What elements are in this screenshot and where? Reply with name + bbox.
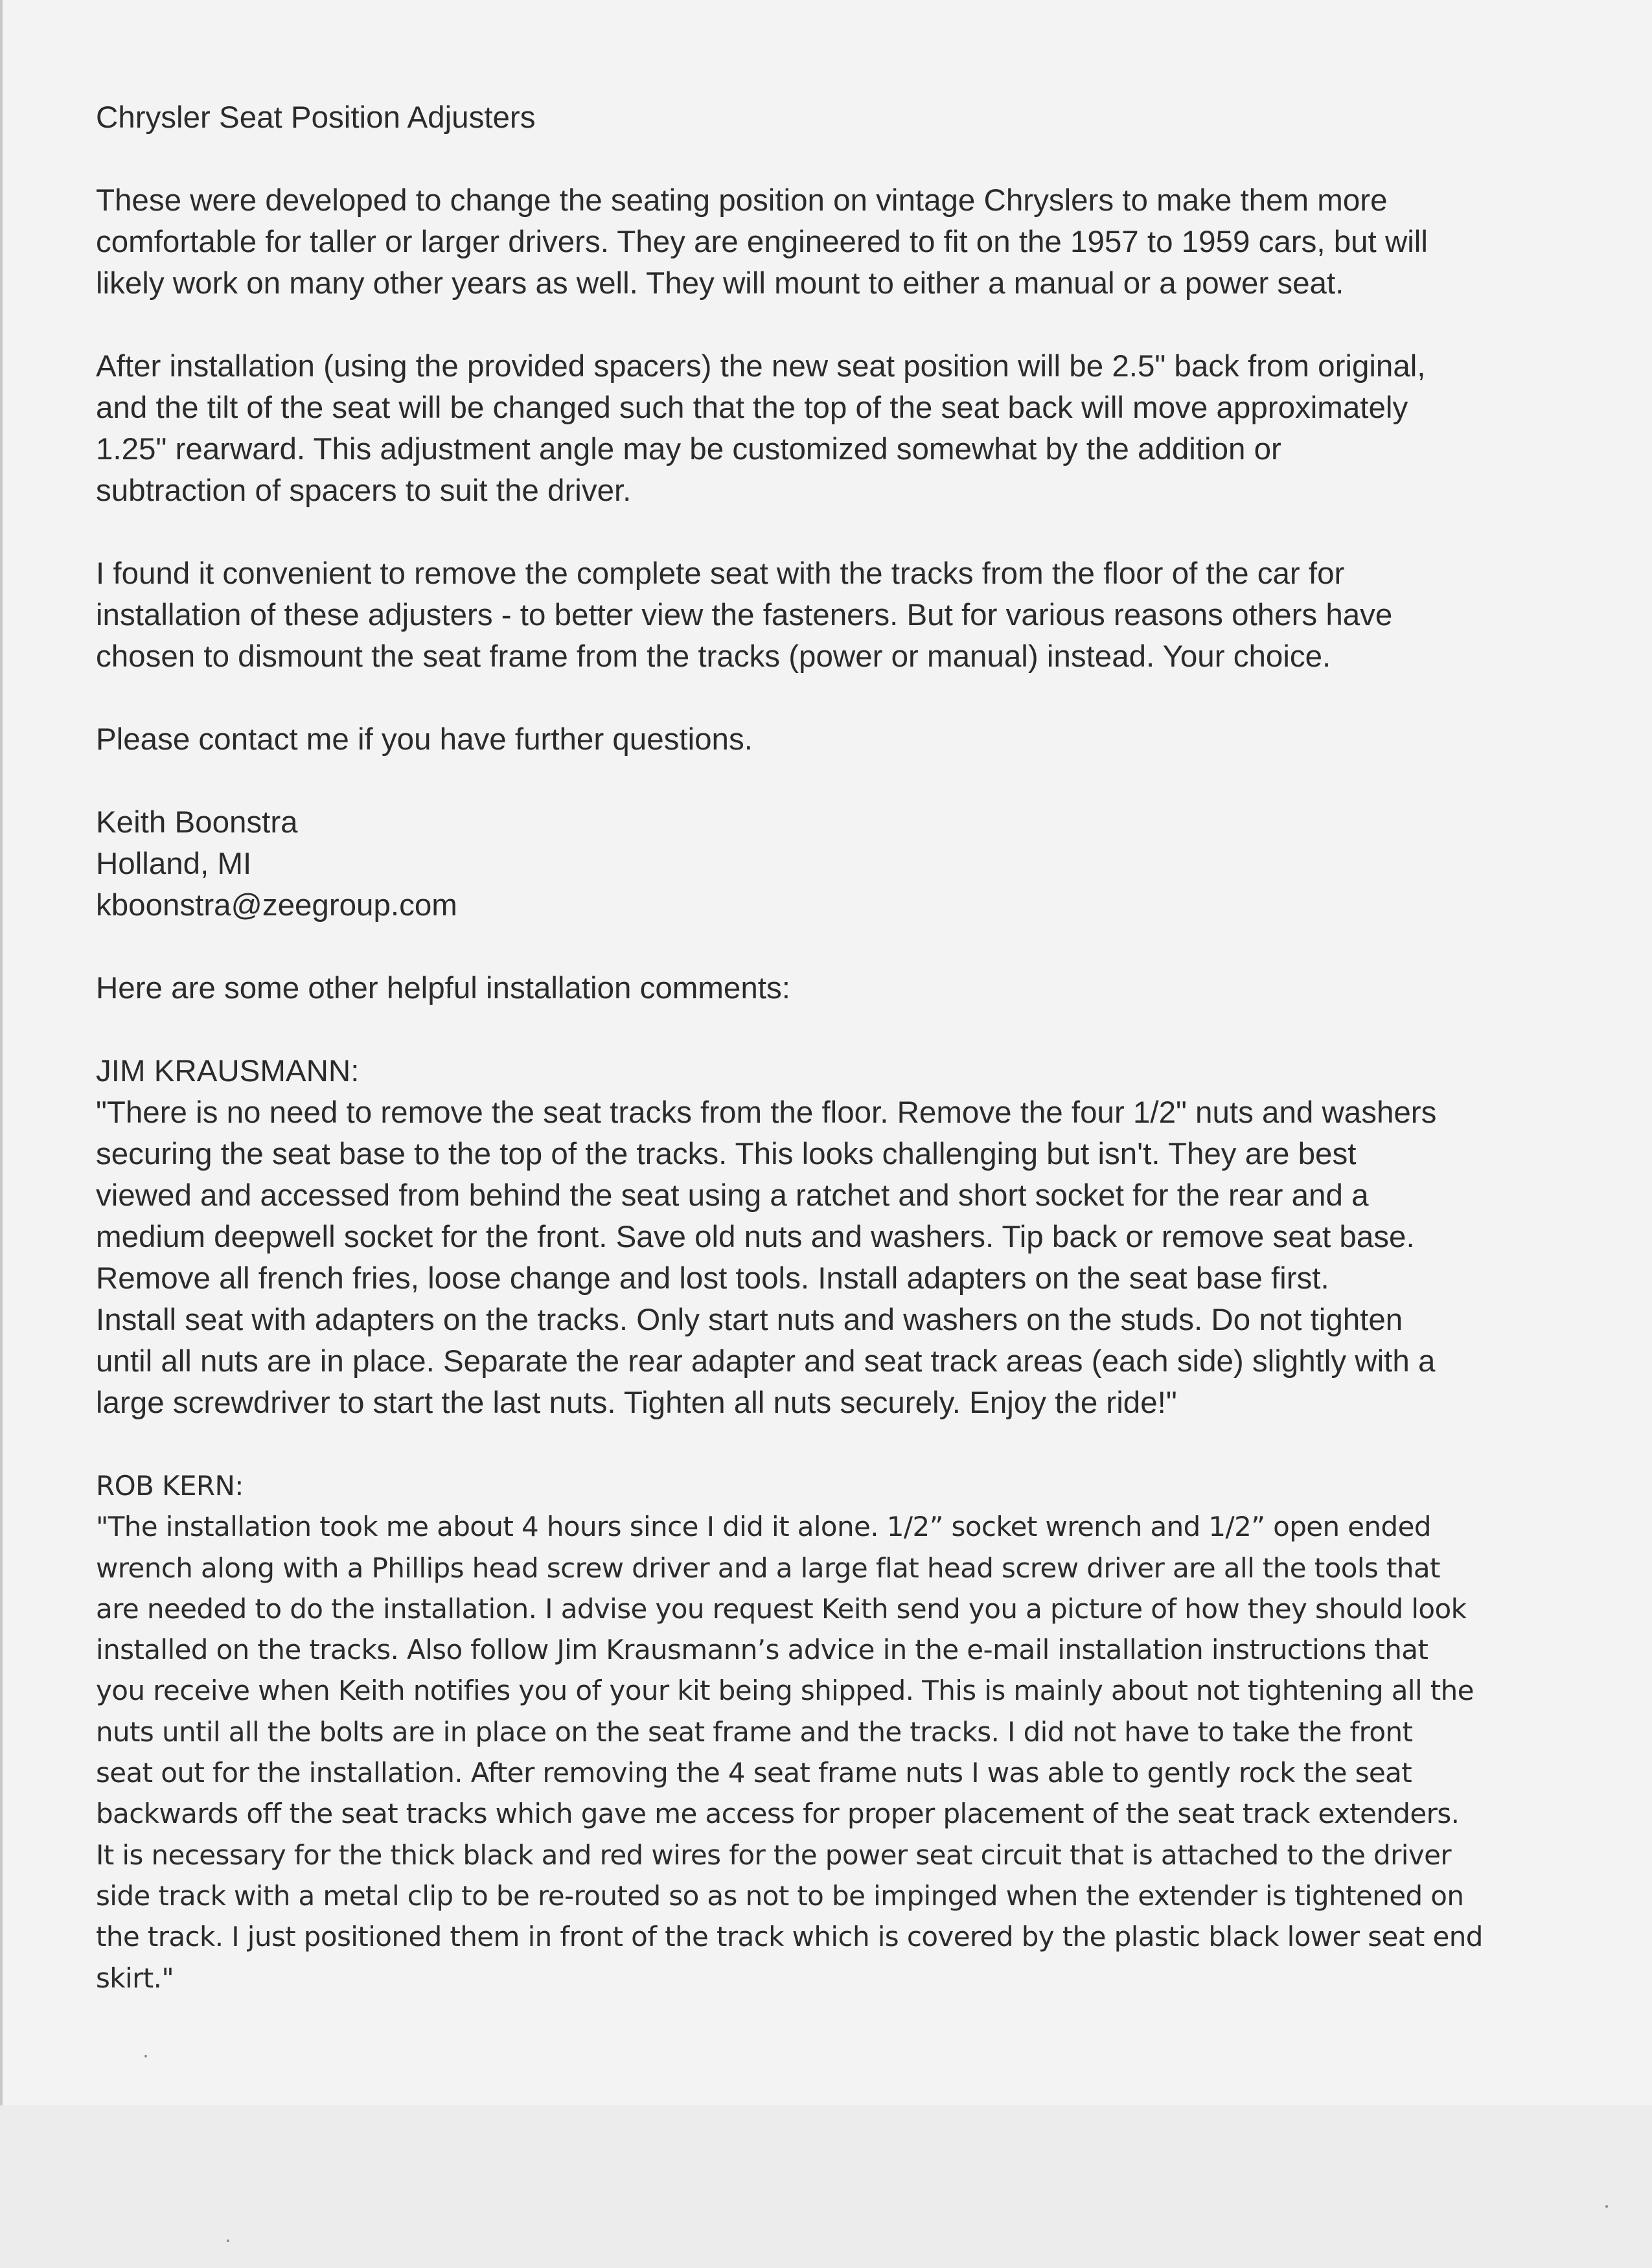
comment-line: Install seat with adapters on the tracks. Only start nuts and washers on the studs. Do not tighten <box>96 1303 1403 1337</box>
paragraph-removal <box>96 553 1579 678</box>
paragraph-contact <box>96 719 1579 761</box>
signature-name: Keith Boonstra <box>96 805 298 840</box>
paragraph-line: chosen to dismount the seat frame from the tracks (power or manual) instead. Your choice. <box>96 639 1331 674</box>
document-title: Chrysler Seat Position Adjusters <box>96 100 536 135</box>
comment-rob-kern <box>96 1465 1579 1999</box>
paragraph-line: likely work on many other years as well. They will mount to either a manual or a power seat. <box>96 266 1344 301</box>
comment-line: nuts until all the bolts are in place on the seat frame and the tracks. I did not have to take the front <box>96 1715 1413 1748</box>
comment-line: Remove all french fries, loose change and lost tools. Install adapters on the seat base first. <box>96 1261 1329 1296</box>
comment-jim-krausmann <box>96 1051 1579 1424</box>
scan-speck <box>1605 2205 1608 2208</box>
comment-line: skirt." <box>96 1962 174 1994</box>
paragraph-intro <box>96 180 1579 304</box>
paragraph-line: comfortable for taller or larger drivers. They are engineered to fit on the 1957 to 1959 cars, but will <box>96 225 1428 259</box>
paragraph-line: After installation (using the provided spacers) the new seat position will be 2.5" back from original, <box>96 349 1426 384</box>
scan-speck <box>227 2239 229 2242</box>
comment-line: securing the seat base to the top of the tracks. This looks challenging but isn't. They are best <box>96 1137 1357 1171</box>
comment-line: backwards off the seat tracks which gave me access for proper placement of the seat track extenders. <box>96 1798 1460 1830</box>
scan-bottom-shade <box>0 2105 1652 2268</box>
comment-line: "There is no need to remove the seat tracks from the floor. Remove the four 1/2" nuts and washers <box>96 1095 1437 1130</box>
comment-author: JIM KRAUSMANN: <box>96 1054 360 1088</box>
comment-line: medium deepwell socket for the front. Save old nuts and washers. Tip back or remove seat base. <box>96 1220 1415 1254</box>
paragraph-line: 1.25" rearward. This adjustment angle may be customized somewhat by the addition or <box>96 432 1281 466</box>
signature-location: Holland, MI <box>96 847 252 881</box>
comment-line: "The installation took me about 4 hours since I did it alone. 1/2” socket wrench and 1/2” open ended <box>96 1511 1431 1543</box>
comment-author: ROB KERN: <box>96 1470 244 1502</box>
document-body <box>96 97 1579 1999</box>
signature-block <box>96 802 1579 926</box>
comment-line: are needed to do the installation. I advise you request Keith send you a picture of how they should look <box>96 1592 1467 1625</box>
comments-intro: Here are some other helpful installation comments: <box>96 971 790 1005</box>
scan-speck <box>144 2055 147 2057</box>
paragraph-line: installation of these adjusters - to better view the fasteners. But for various reasons others have <box>96 598 1393 632</box>
paragraph-line: and the tilt of the seat will be changed such that the top of the seat back will move approximately <box>96 391 1408 425</box>
comment-line: viewed and accessed from behind the seat using a ratchet and short socket for the rear and a <box>96 1178 1369 1213</box>
comment-line: wrench along with a Phillips head screw driver and a large flat head screw driver are all the tools that <box>96 1552 1440 1584</box>
comment-line: It is necessary for the thick black and red wires for the power seat circuit that is attached to the driver <box>96 1838 1451 1871</box>
paragraph-line: I found it convenient to remove the complete seat with the tracks from the floor of the car for <box>96 556 1345 591</box>
paragraph-line: subtraction of spacers to suit the driver. <box>96 474 632 508</box>
comment-line: side track with a metal clip to be re-routed so as not to be impinged when the extender is tightened on <box>96 1879 1464 1912</box>
comment-line: installed on the tracks. Also follow Jim Krausmann’s advice in the e-mail installation instructions that <box>96 1634 1428 1666</box>
comment-line: you receive when Keith notifies you of your kit being shipped. This is mainly about not tightening all the <box>96 1675 1474 1707</box>
signature-email: kboonstra@zeegroup.com <box>96 888 457 922</box>
comment-line: the track. I just positioned them in front of the track which is covered by the plastic black lower seat end <box>96 1921 1483 1953</box>
paragraph-line: Please contact me if you have further questions. <box>96 722 753 757</box>
paragraph-installation <box>96 346 1579 512</box>
comment-line: seat out for the installation. After removing the 4 seat frame nuts I was able to gently rock the seat <box>96 1757 1412 1789</box>
paragraph-line: These were developed to change the seating position on vintage Chryslers to make them more <box>96 183 1388 218</box>
scan-edge <box>0 0 3 2268</box>
comment-line: large screwdriver to start the last nuts. Tighten all nuts securely. Enjoy the ride!" <box>96 1386 1177 1420</box>
comment-line: until all nuts are in place. Separate the rear adapter and seat track areas (each side) slightly with a <box>96 1344 1436 1379</box>
